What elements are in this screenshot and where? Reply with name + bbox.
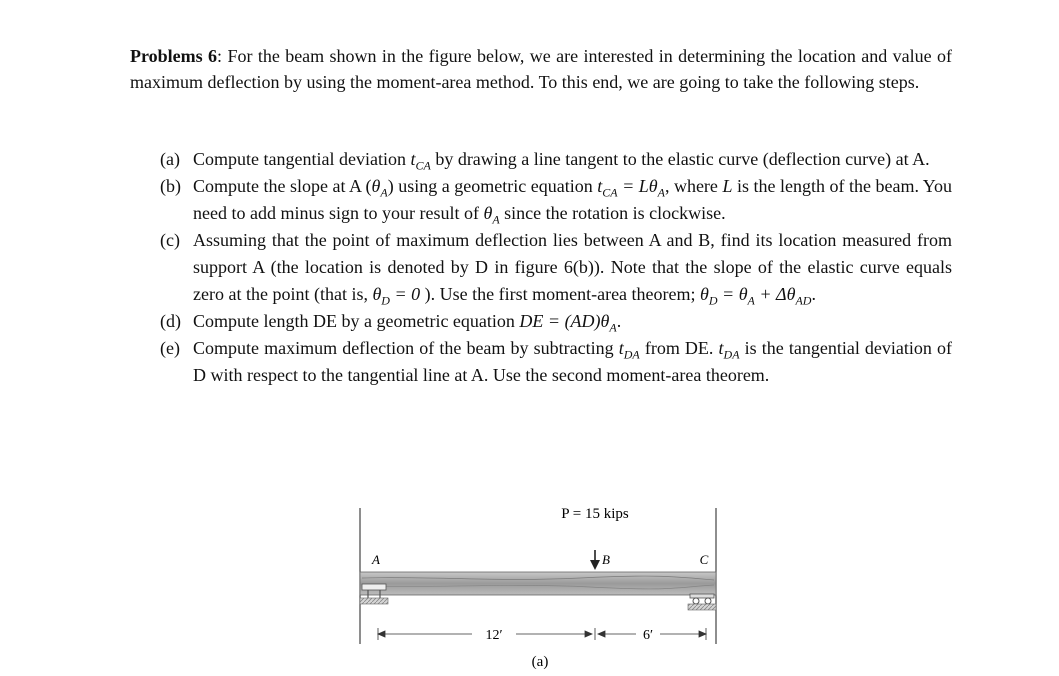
point-b-label: B — [602, 552, 610, 567]
math-eq-d — [519, 311, 617, 335]
step-e-text-1: Compute maximum deflection of the beam by subtracting — [193, 338, 619, 358]
math-eq-c — [700, 284, 812, 308]
math-subscript: AD — [795, 293, 812, 308]
step-label: (a) — [160, 149, 180, 169]
step-label: (d) — [160, 311, 181, 331]
step-e-text-2: from DE. — [639, 338, 719, 358]
math-symbol: t — [718, 338, 724, 358]
math-subscript: CA — [602, 185, 618, 200]
step-label: (e) — [160, 338, 180, 358]
math-symbol: θ — [483, 203, 493, 223]
step-c-text-1: Assuming that the point of maximum deflection lies between A and B, find its location measured from support A (the location is denoted by D in figure 6(b)). Note that the slope of the elastic curve equals zero at the point (that is, — [193, 230, 952, 304]
step-b-text-3: , where — [664, 176, 723, 196]
step-e-text-3: is the tangential deviation of D with respect to the tangential line at A. Use the second moment-area theorem. — [193, 338, 952, 385]
math-subscript: DA — [723, 347, 740, 362]
math-expression: = Lθ — [617, 176, 658, 196]
problem-title: Problems 6 — [130, 46, 218, 66]
math-subscript: A — [609, 320, 617, 335]
step-text — [193, 146, 952, 173]
math-subscript: CA — [415, 158, 431, 173]
point-a-label: A — [372, 552, 380, 567]
step-label: (c) — [160, 230, 180, 250]
step-text — [193, 173, 952, 227]
dim-ab-label: 12′ — [485, 628, 503, 643]
step-c-text-2: ). Use the first moment-area theorem; — [424, 284, 701, 304]
step-b-text-2: ) using a geometric equation — [387, 176, 598, 196]
beam — [360, 572, 716, 595]
math-symbol: θ — [372, 284, 382, 304]
step-b — [160, 173, 952, 227]
step-c — [160, 227, 952, 308]
math-subscript: A — [657, 185, 665, 200]
math-expression: = θ — [717, 284, 748, 304]
step-a-text-2: by drawing a line tangent to the elastic curve (deflection curve) at A. — [430, 149, 930, 169]
load-label: P = 15 kips — [561, 506, 629, 522]
math-t-da — [618, 338, 640, 362]
step-text — [193, 227, 952, 308]
math-theta-d-zero — [372, 284, 425, 308]
math-symbol: t — [618, 338, 624, 358]
problem-statement — [130, 44, 952, 95]
math-subscript: D — [708, 293, 718, 308]
load-arrow — [590, 550, 600, 570]
math-t-da — [718, 338, 740, 362]
step-label: (b) — [160, 176, 181, 196]
step-d-text-1: Compute length DE by a geometric equation — [193, 311, 520, 331]
math-t-ca — [410, 149, 431, 173]
math-symbol: t — [597, 176, 603, 196]
step-a-text-1: Compute tangential deviation — [193, 149, 411, 169]
point-c-label: C — [699, 552, 709, 567]
problem-title-separator: : — [217, 46, 228, 66]
step-a — [160, 146, 952, 173]
math-subscript: A — [380, 185, 388, 200]
math-symbol: θ — [700, 284, 709, 304]
step-text — [193, 308, 952, 335]
math-symbol: t — [410, 149, 416, 169]
math-subscript: D — [381, 293, 390, 308]
math-expression: DE = (AD)θ — [519, 311, 610, 331]
beam-figure — [340, 498, 740, 676]
math-expression: + Δθ — [754, 284, 796, 304]
problem-intro: For the beam shown in the figure below, we are interested in determining the location and value of maximum deflection by using the moment-area method. To this end, we are going to take the following steps. — [130, 46, 952, 92]
math-theta-a — [483, 203, 500, 227]
step-b-text-5: since the rotation is clockwise. — [499, 203, 726, 223]
step-b-text-1: Compute the slope at A ( — [193, 176, 372, 196]
math-expression: = 0 — [389, 284, 425, 304]
math-subscript: A — [492, 212, 500, 227]
beam-diagram — [340, 498, 740, 676]
math-subscript: A — [747, 293, 755, 308]
math-l: L — [722, 176, 733, 196]
step-c-text-3: . — [811, 284, 816, 304]
dimension-line — [378, 628, 706, 640]
step-b-text-4: is the length of the beam. You need to add minus sign to your result of — [193, 176, 953, 223]
step-e — [160, 335, 952, 389]
step-d — [160, 308, 952, 335]
step-text — [193, 335, 952, 389]
step-d-text-2: . — [616, 311, 622, 331]
math-theta-a — [371, 176, 388, 200]
math-subscript: DA — [623, 347, 640, 362]
figure-caption: (a) — [531, 654, 549, 670]
roller-support-c — [688, 594, 716, 610]
steps-list — [160, 146, 952, 389]
dim-bc-label: 6′ — [642, 628, 654, 643]
math-symbol: θ — [371, 176, 381, 196]
math-eq-b — [597, 176, 665, 200]
